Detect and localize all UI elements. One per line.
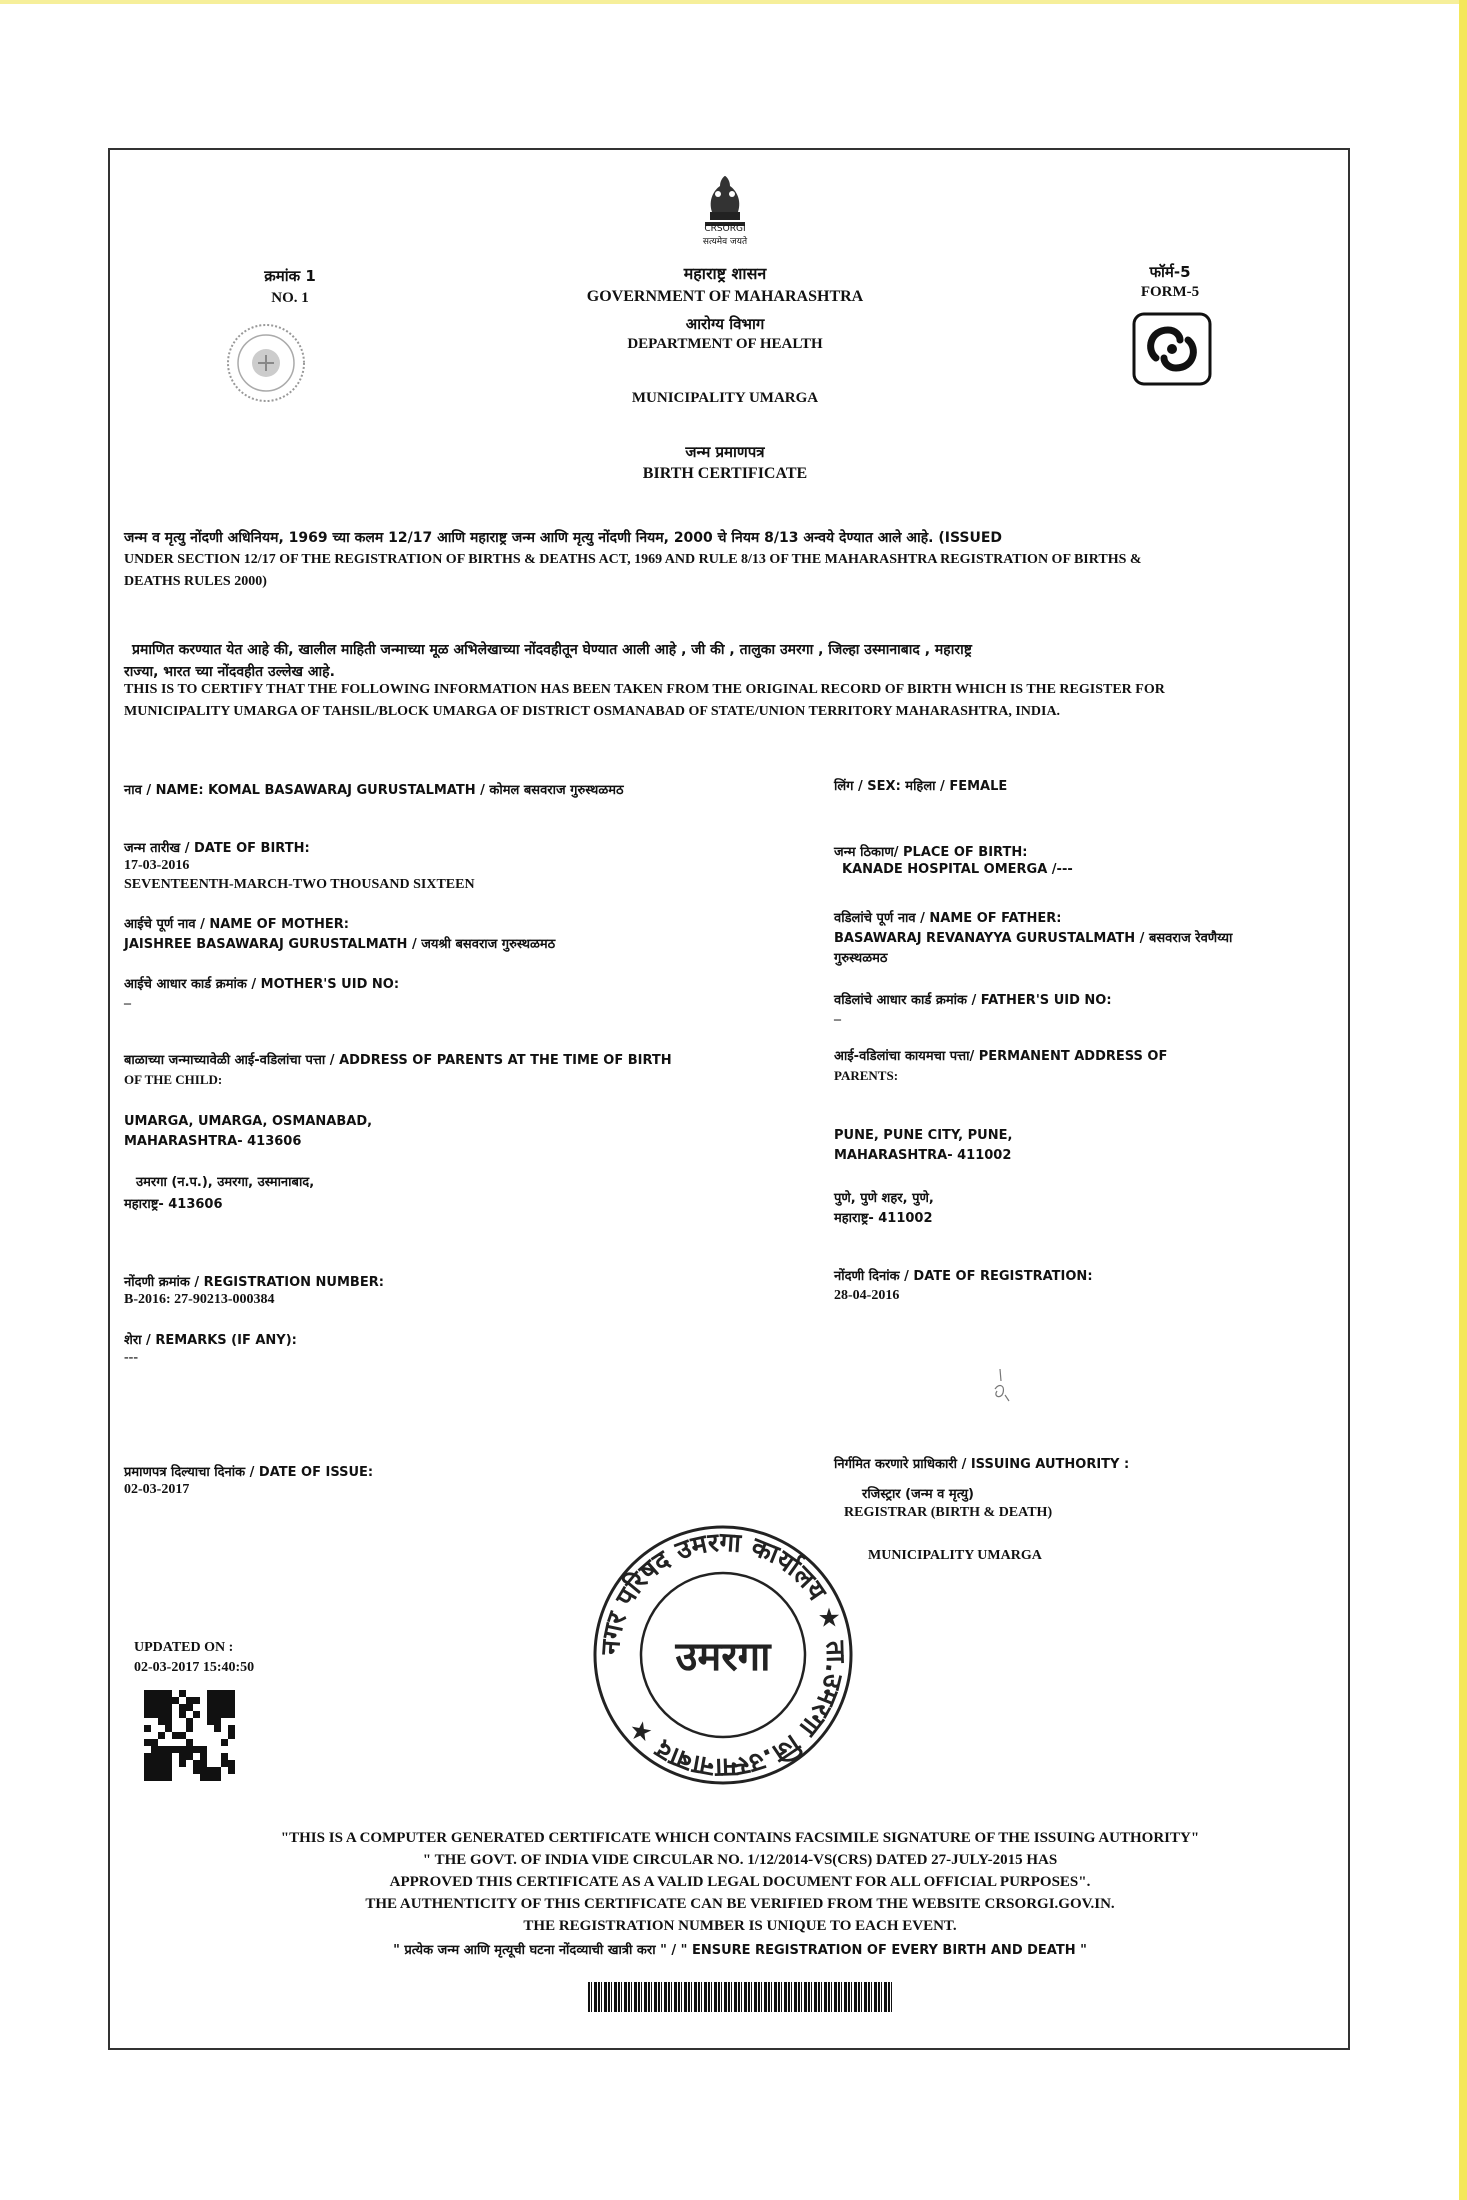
stamp-ring-text: नगर परिषद उमरगा कार्यालय ★ ता.उमरगा जि.उस्मानाबाद ★ xyxy=(595,1527,851,1783)
birth-address-mr-2: महाराष्ट्र- 413606 xyxy=(124,1197,223,1212)
municipal-stamp xyxy=(588,1520,858,1790)
crs-logo-icon xyxy=(1132,312,1212,386)
legal-line-2: UNDER SECTION 12/17 OF THE REGISTRATION OF BIRTHS & DEATHS ACT, 1969 AND RULE 8/13 OF THE MAHARASHTRA REGISTRATION OF BIRTHS & xyxy=(124,552,1142,567)
issuing-authority-label: निर्गमित करणारे प्राधिकारी / ISSUING AUTHORITY : xyxy=(834,1457,1130,1472)
registration-date-label: नोंदणी दिनांक / DATE OF REGISTRATION: xyxy=(834,1269,1093,1284)
father-value-1: BASAWARAJ REVANAYYA GURUSTALMATH / बसवराज रेवणैय्या xyxy=(834,931,1233,946)
page-top-edge xyxy=(0,0,1467,4)
department-english: DEPARTMENT OF HEALTH xyxy=(627,336,823,352)
state-marathi: महाराष्ट्र शासन xyxy=(683,264,767,283)
father-value-2: गुरुस्थळमठ xyxy=(834,951,888,966)
mother-label: आईचे पूर्ण नाव / NAME OF MOTHER: xyxy=(124,917,349,932)
pob-label: जन्म ठिकाण/ PLACE OF BIRTH: xyxy=(834,845,1028,860)
footer-line-5: THE REGISTRATION NUMBER IS UNIQUE TO EACH EVENT. xyxy=(523,1918,957,1934)
number-english: NO. 1 xyxy=(271,290,309,306)
footer-line-1: "THIS IS A COMPUTER GENERATED CERTIFICATE WHICH CONTAINS FACSIMILE SIGNATURE OF THE ISSUING AUTHORITY" xyxy=(280,1830,1200,1846)
remarks-value: --- xyxy=(124,1350,138,1365)
registrar-municipality: MUNICIPALITY UMARGA xyxy=(868,1548,1042,1563)
pob-value: KANADE HOSPITAL OMERGA /--- xyxy=(842,862,1073,877)
state-english: GOVERNMENT OF MAHARASHTRA xyxy=(586,288,864,305)
footer-line-4: THE AUTHENTICITY OF THIS CERTIFICATE CAN BE VERIFIED FROM THE WEBSITE CRSORGI.GOV.IN. xyxy=(365,1896,1115,1912)
legal-line-1: जन्म व मृत्यु नोंदणी अधिनियम, 1969 च्या कलम 12/17 आणि महाराष्ट्र जन्म आणि मृत्यु नोंदणी नियम, 2000 चे नियम 8/13 अन्वये देण्यात आले आहे. (ISSUED xyxy=(124,530,1003,546)
national-emblem xyxy=(690,172,760,252)
stamp-center-text: उमरगा xyxy=(675,1634,771,1680)
father-label: वडिलांचे पूर्ण नाव / NAME OF FATHER: xyxy=(834,911,1062,926)
footer-line-6: " प्रत्येक जन्म आणि मृत्यूची घटना नोंदव्याची खात्री करा " / " ENSURE REGISTRATION OF EVERY BIRTH AND DEATH " xyxy=(393,1943,1087,1958)
barcode xyxy=(588,1982,894,2012)
mother-uid-label: आईचे आधार कार्ड क्रमांक / MOTHER'S UID NO: xyxy=(124,977,400,992)
registration-number-label: नोंदणी क्रमांक / REGISTRATION NUMBER: xyxy=(124,1275,384,1290)
dob-value: 17-03-2016 xyxy=(124,858,190,873)
mother-value: JAISHREE BASAWARAJ GURUSTALMATH / जयश्री बसवराज गुरुस्थळमठ xyxy=(124,937,556,952)
updated-value: 02-03-2017 15:40:50 xyxy=(134,1660,255,1675)
seal-icon xyxy=(225,322,307,404)
department-marathi: आरोग्य विभाग xyxy=(685,315,765,333)
qr-code-pattern xyxy=(144,1690,235,1781)
title-marathi: जन्म प्रमाणपत्र xyxy=(685,443,765,461)
signature-icon xyxy=(985,1367,1015,1407)
state-seal xyxy=(225,322,307,404)
birth-address-en-1: UMARGA, UMARGA, OSMANABAD, xyxy=(124,1114,373,1129)
permanent-address-mr-1: पुणे, पुणे शहर, पुणे, xyxy=(834,1191,934,1206)
registrar-marathi: रजिस्ट्रार (जन्म व मृत्यु) xyxy=(862,1487,974,1502)
footer-line-2: " THE GOVT. OF INDIA VIDE CIRCULAR NO. 1/12/2014-VS(CRS) DATED 27-JULY-2015 HAS xyxy=(422,1852,1058,1868)
birth-address-label-2: OF THE CHILD: xyxy=(124,1072,223,1087)
lion-capital-icon xyxy=(690,172,760,228)
father-uid-label: वडिलांचे आधार कार्ड क्रमांक / FATHER'S UID NO: xyxy=(834,993,1112,1008)
number-marathi: क्रमांक 1 xyxy=(264,267,316,285)
form-marathi: फॉर्म-5 xyxy=(1149,263,1191,281)
qr-code xyxy=(144,1690,235,1781)
issue-date-label: प्रमाणपत्र दिल्याचा दिनांक / DATE OF ISSUE: xyxy=(124,1465,374,1480)
legal-line-3: DEATHS RULES 2000) xyxy=(124,574,267,589)
registration-date-value: 28-04-2016 xyxy=(834,1288,900,1303)
municipality-header: MUNICIPALITY UMARGA xyxy=(631,390,819,406)
name-field: नाव / NAME: KOMAL BASAWARAJ GURUSTALMATH / कोमल बसवराज गुरुस्थळमठ xyxy=(124,783,624,798)
certify-line-4: MUNICIPALITY UMARGA OF TAHSIL/BLOCK UMARGA OF DISTRICT OSMANABAD OF STATE/UNION TERRITORY MAHARASHTRA, INDIA. xyxy=(124,704,1061,719)
emblem-motto: सत्यमेव जयते xyxy=(702,237,748,247)
birth-address-en-2: MAHARASHTRA- 413606 xyxy=(124,1134,302,1149)
permanent-address-label-2: PARENTS: xyxy=(834,1068,899,1083)
dob-label: जन्म तारीख / DATE OF BIRTH: xyxy=(124,841,310,856)
certify-line-2: राज्या, भारत च्या नोंदवहीत उल्लेख आहे. xyxy=(124,664,335,680)
stamp-icon xyxy=(588,1520,858,1790)
dob-words: SEVENTEENTH-MARCH-TWO THOUSAND SIXTEEN xyxy=(124,877,475,892)
permanent-address-en-1: PUNE, PUNE CITY, PUNE, xyxy=(834,1128,1013,1143)
permanent-address-en-2: MAHARASHTRA- 411002 xyxy=(834,1148,1012,1163)
form-english: FORM-5 xyxy=(1140,284,1200,300)
certify-line-3: THIS IS TO CERTIFY THAT THE FOLLOWING INFORMATION HAS BEEN TAKEN FROM THE ORIGINAL RECORD OF BIRTH WHICH IS THE REGISTER FOR xyxy=(124,682,1165,697)
title-english: BIRTH CERTIFICATE xyxy=(642,465,808,482)
mother-uid-value: – xyxy=(124,996,131,1011)
remarks-label: शेरा / REMARKS (IF ANY): xyxy=(124,1333,297,1348)
registration-number-value: B-2016: 27-90213-000384 xyxy=(124,1292,275,1307)
updated-label: UPDATED ON : xyxy=(134,1640,234,1655)
certify-line-1: प्रमाणित करण्यात येत आहे की, खालील माहिती जन्माच्या मूळ अभिलेखाच्या नोंदवहीतून घेण्यात आली आहे , जी की , तालुका उमरगा , जिल्हा उस्मानाबाद , महाराष्ट्र xyxy=(132,642,972,658)
footer-line-3: APPROVED THIS CERTIFICATE AS A VALID LEGAL DOCUMENT FOR ALL OFFICIAL PURPOSES". xyxy=(389,1874,1091,1890)
permanent-address-label-1: आई-वडिलांचा कायमचा पत्ता/ PERMANENT ADDRESS OF xyxy=(834,1049,1168,1064)
registrar-english: REGISTRAR (BIRTH & DEATH) xyxy=(844,1505,1053,1520)
birth-address-mr-1: उमरगा (न.प.), उमरगा, उस्मानाबाद, xyxy=(136,1175,315,1190)
father-uid-value: – xyxy=(834,1012,841,1027)
emblem-caption: CRSORGI xyxy=(704,224,746,234)
crs-logo xyxy=(1132,312,1212,386)
permanent-address-mr-2: महाराष्ट्र- 411002 xyxy=(834,1211,933,1226)
sex-field: लिंग / SEX: महिला / FEMALE xyxy=(834,779,1008,794)
page-right-edge xyxy=(1459,0,1467,2200)
birth-address-label-1: बाळाच्या जन्माच्यावेळी आई-वडिलांचा पत्ता / ADDRESS OF PARENTS AT THE TIME OF BIRTH xyxy=(124,1053,672,1068)
issue-date-value: 02-03-2017 xyxy=(124,1482,190,1497)
